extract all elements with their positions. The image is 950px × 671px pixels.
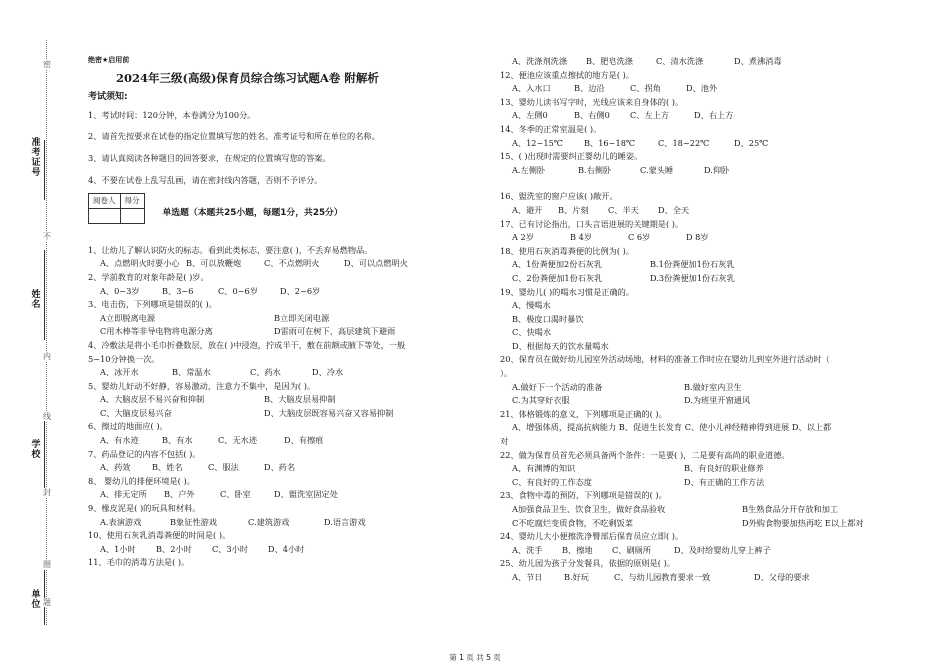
answer-option[interactable]: B、片刻 xyxy=(558,204,589,215)
answer-option[interactable]: D.3份粪便加1份石灰乳 xyxy=(650,272,735,283)
question-text: 18、使用石灰消毒粪便的比例为( )。 xyxy=(500,245,635,256)
answer-option[interactable]: C、与幼儿园教育要求一致 xyxy=(614,571,711,582)
answer-option[interactable]: D 8岁 xyxy=(686,232,709,243)
answer-option[interactable]: B、常温水 xyxy=(172,367,211,378)
score-cell[interactable] xyxy=(120,208,144,223)
option-row xyxy=(500,164,920,178)
answer-option[interactable]: D、2~6岁 xyxy=(280,285,321,296)
question-text: 21、体格锻炼的意义，下列哪项是正确的( )。 xyxy=(500,408,667,419)
answer-option[interactable]: A.左侧卧 xyxy=(512,164,546,175)
name-label: 姓名 xyxy=(31,290,41,310)
left-column xyxy=(88,54,483,570)
unit-label: 单位 xyxy=(31,590,41,610)
answer-option[interactable]: D雷雨可在树下、高层建筑下避雨 xyxy=(274,326,396,337)
confidential-mark: 绝密★启用前 xyxy=(88,56,130,64)
answer-option[interactable]: D、及时给婴幼儿穿上裤子 xyxy=(674,544,771,555)
question-text: 4、冷敷法是将小毛巾折叠数层，放在( )中浸泡，拧成半干，敷在前额或腋下等处，一般 xyxy=(88,339,406,350)
answer-option[interactable]: D、25℃ xyxy=(734,137,769,148)
answer-option[interactable]: B.1份粪便加1份石灰乳 xyxy=(650,259,735,270)
option-row xyxy=(88,434,483,448)
answer-option[interactable]: B象征性游戏 xyxy=(170,516,217,527)
answer-option[interactable]: B、擦地 xyxy=(562,544,593,555)
option-row xyxy=(88,407,483,421)
answer-option[interactable]: A、12~15℃ xyxy=(512,137,563,148)
option-row xyxy=(88,516,483,530)
answer-option[interactable]: D、盥洗室固定处 xyxy=(274,489,338,500)
answer-option[interactable]: A、0~3岁 xyxy=(100,285,140,296)
answer-option[interactable]: C、大脑皮层易兴奋 xyxy=(100,407,172,418)
answer-option[interactable]: C、无水迹 xyxy=(218,435,258,446)
grader-cell[interactable] xyxy=(89,208,121,223)
question-text: 20、保育员在做好幼儿园室外活动场地，材料的准备工作时应在婴幼儿到室外进行活动时（ xyxy=(500,354,830,365)
question-text: D、根据每天的饮水量喝水 xyxy=(512,340,609,351)
answer-option[interactable]: B立即关闭电源 xyxy=(274,312,330,323)
answer-option[interactable]: C.为其穿好衣服 xyxy=(512,395,570,406)
name-blank xyxy=(44,250,45,340)
grader-header: 阅卷人 xyxy=(89,194,121,209)
option-row xyxy=(500,544,920,558)
answer-option[interactable]: D、有擦痕 xyxy=(284,435,324,446)
question-text: 12、便池应该重点擦拭的地方是( )。 xyxy=(500,69,635,80)
answer-option[interactable]: B、肥皂洗涤 xyxy=(586,56,633,66)
question-text: 对 xyxy=(500,436,509,447)
answer-option[interactable]: D.仰卧 xyxy=(704,164,730,175)
answer-option[interactable]: A、洗手 xyxy=(512,544,543,555)
question-text: 6、擦过的地面应( )。 xyxy=(88,421,168,432)
answer-option[interactable]: D、有正确的工作方法 xyxy=(684,476,765,487)
answer-option[interactable]: A、点燃明火时要小心 xyxy=(100,258,180,269)
question-text: 22、做为保育员首先必须具备两个条件：一是要( )，二是要有高尚的职业道德。 xyxy=(500,449,790,460)
answer-option[interactable]: C、不点燃明火 xyxy=(264,258,320,269)
option-row xyxy=(500,394,920,408)
option-row xyxy=(500,462,920,476)
answer-option[interactable]: C、服法 xyxy=(208,462,239,473)
answer-option[interactable]: B、2小时 xyxy=(156,543,192,554)
score-table xyxy=(88,193,145,224)
seal-glyph: 题 xyxy=(43,598,51,607)
question-list-left xyxy=(88,244,483,570)
option-row xyxy=(500,272,920,286)
answer-option[interactable]: A加强食品卫生、饮食卫生，做好食品验收 xyxy=(512,504,666,514)
answer-option[interactable]: A.表演游戏 xyxy=(100,516,142,527)
answer-option[interactable]: C、18~22℃ xyxy=(658,137,710,148)
answer-option[interactable]: B.右侧卧 xyxy=(578,164,612,175)
spacer xyxy=(500,177,920,190)
answer-option[interactable]: A、节日 xyxy=(512,571,543,582)
school-label: 学校 xyxy=(31,440,41,460)
section-title: 单选题（本题共25小题，每题1分，共25分） xyxy=(162,208,343,219)
answer-option[interactable]: D、煮沸消毒 xyxy=(734,56,782,66)
question-text: 15、( )出现时需要纠正婴幼儿的睡姿。 xyxy=(500,151,643,162)
answer-option[interactable]: C、2份粪便加1份石灰乳 xyxy=(512,272,603,283)
option-row xyxy=(88,543,483,557)
answer-option[interactable]: B.做好室内卫生 xyxy=(684,381,742,392)
option-row xyxy=(88,257,483,271)
answer-option[interactable]: A 2岁 xyxy=(512,232,534,243)
answer-option[interactable]: B.好玩 xyxy=(564,571,589,582)
answer-option[interactable]: D、冷水 xyxy=(312,367,344,378)
question-text: 19、婴幼儿( )的喝水习惯是正确的。 xyxy=(500,286,635,297)
option-row xyxy=(500,517,920,531)
option-row xyxy=(500,109,920,123)
answer-option[interactable]: C、左上方 xyxy=(630,110,670,121)
question-text: 9、橡皮泥是( )的玩具和材料。 xyxy=(88,503,201,514)
answer-option[interactable]: B、姓名 xyxy=(152,462,183,473)
answer-option[interactable]: D外购食物要加热再吃 E以上都对 xyxy=(742,517,864,528)
answer-option[interactable]: C、3小时 xyxy=(212,543,249,554)
option-row xyxy=(88,285,483,299)
answer-option[interactable]: C 6岁 xyxy=(628,232,651,243)
answer-option[interactable]: A、有水迹 xyxy=(100,435,139,446)
notice-heading: 考试须知: xyxy=(88,92,128,103)
question-text: 13、婴幼儿读书写字时，光线应该来自身体的( )。 xyxy=(500,96,684,107)
answer-option[interactable]: A、排无定所 xyxy=(100,489,147,500)
page-footer: 第 1 页 共 5 页 xyxy=(449,653,501,662)
question-text: 25、幼儿园为孩子分发餐具，依据的原则是( )。 xyxy=(500,558,675,569)
option-row xyxy=(500,381,920,395)
answer-option[interactable]: D.语言游戏 xyxy=(324,516,366,527)
answer-option[interactable]: B、户外 xyxy=(164,489,195,500)
option-row xyxy=(88,366,483,380)
option-row xyxy=(88,325,483,339)
answer-option[interactable]: D、全天 xyxy=(658,204,690,215)
answer-option[interactable]: A、大脑皮层不易兴奋和抑制 xyxy=(100,394,205,405)
question-list-right xyxy=(500,55,920,585)
option-row xyxy=(500,258,920,272)
answer-option[interactable]: D、药名 xyxy=(264,462,296,473)
answer-option[interactable]: A立即脱离电源 xyxy=(100,312,156,323)
answer-option[interactable]: A、入水口 xyxy=(512,83,551,94)
question-text: A、慢喝水 xyxy=(512,300,551,311)
answer-option[interactable]: D、可以点燃明火 xyxy=(344,258,408,269)
question-text: B、极度口渴时暴饮 xyxy=(512,313,584,324)
answer-option[interactable]: C、清水洗涤 xyxy=(656,56,704,66)
option-row xyxy=(500,231,920,245)
option-row xyxy=(500,503,920,517)
answer-option[interactable]: C不吃腐烂变质食物，不吃剩饭菜 xyxy=(512,517,633,528)
question-text: 8、 婴幼儿的排便环境是( )。 xyxy=(88,475,195,486)
school-blank xyxy=(44,420,45,490)
question-text: 23、食物中毒的预防，下列哪项是错误的( )。 xyxy=(500,490,667,501)
answer-option[interactable]: D.为班里开窗通风 xyxy=(684,395,751,406)
option-row xyxy=(88,461,483,475)
option-row xyxy=(88,488,483,502)
question-text: 1、让幼儿了解认识防火的标志。看到此类标志，要注意( )，不丢弃易燃物品。 xyxy=(88,244,373,255)
option-row xyxy=(500,55,920,69)
binding-line xyxy=(46,40,47,625)
score-box xyxy=(88,193,483,224)
exam-number-blank xyxy=(44,140,45,200)
answer-option[interactable]: B、边沿 xyxy=(574,83,605,94)
answer-option[interactable]: C、拐角 xyxy=(630,83,661,94)
exam-number-label: 准考证号 xyxy=(31,138,41,178)
answer-option[interactable]: A、1份粪便加2份石灰乳 xyxy=(512,259,603,270)
answer-option[interactable]: C.建筑游戏 xyxy=(248,516,290,527)
question-text: 24、婴幼儿大小便擦洗净臀部后保育员应立即( )。 xyxy=(500,531,684,542)
answer-option[interactable]: A、有渊博的知识 xyxy=(512,463,576,474)
answer-option[interactable]: D、右上方 xyxy=(694,110,734,121)
notice-item: 2、请首先按要求在试卷的指定位置填写您的姓名、准考证号和所在单位的名称。 xyxy=(88,131,380,142)
notice-item: 3、请认真阅读各种题目的回答要求，在规定的位置填写您的答案。 xyxy=(88,152,331,163)
score-header: 得分 xyxy=(120,194,144,209)
option-row xyxy=(500,571,920,585)
option-row xyxy=(500,476,920,490)
answer-option[interactable]: B、大脑皮层易抑制 xyxy=(264,394,336,405)
answer-option[interactable]: D、大脑皮层既容易兴奋又容易抑制 xyxy=(264,407,394,418)
answer-option[interactable]: B、有水 xyxy=(162,435,193,446)
right-column xyxy=(500,55,920,585)
question-text: ）。 xyxy=(500,368,513,379)
answer-option[interactable]: B生熟食品分开存放和加工 xyxy=(742,504,839,514)
answer-option[interactable]: B、3~6 xyxy=(162,285,194,296)
question-text: 3、电击伤，下列哪项是错误的( )。 xyxy=(88,299,217,310)
answer-option[interactable]: B 4岁 xyxy=(570,232,593,243)
answer-option[interactable]: C、卧室 xyxy=(220,489,251,500)
option-row xyxy=(500,82,920,96)
question-text: A、增强体质，提高抗病能力 B、促进生长发育 C、使小儿神经精神得到进展 D、以上都 xyxy=(512,422,832,433)
answer-option[interactable]: C、0~6岁 xyxy=(218,285,258,296)
question-text: C、快喝水 xyxy=(512,327,552,338)
option-row xyxy=(88,393,483,407)
seal-glyph: 封 xyxy=(43,488,51,497)
option-row xyxy=(500,137,920,151)
option-row xyxy=(88,312,483,326)
answer-option[interactable]: C、药水 xyxy=(250,367,281,378)
answer-option[interactable]: B、16~18℃ xyxy=(584,137,636,148)
answer-option[interactable]: A、药效 xyxy=(100,462,131,473)
question-text: 5~10分钟换一次。 xyxy=(88,353,160,364)
answer-option[interactable]: A、冰开水 xyxy=(100,367,139,378)
seal-glyph: 内 xyxy=(43,352,51,361)
answer-option[interactable]: D、4小时 xyxy=(268,543,305,554)
answer-option[interactable]: C、半天 xyxy=(608,204,639,215)
seal-glyph: 密 xyxy=(43,60,51,69)
answer-option[interactable]: B、可以放鞭炮 xyxy=(186,258,242,269)
question-text: 2、学前教育的对象年龄是( )岁。 xyxy=(88,271,209,282)
question-text: 14、冬季的正常室温是( )。 xyxy=(500,123,602,134)
answer-option[interactable]: C.蒙头睡 xyxy=(640,164,674,175)
answer-option[interactable]: A.做好下一个活动的准备 xyxy=(512,381,603,392)
answer-option[interactable]: A、1小时 xyxy=(100,543,136,554)
exam-title: 2024年三级(高级)保育员综合练习试题A卷 附解析 xyxy=(116,70,379,85)
question-text: 16、盥洗室的窗户应该( )敞开。 xyxy=(500,191,618,202)
answer-option[interactable]: A、避开 xyxy=(512,204,543,215)
answer-option[interactable]: C用木棒等非导电物将电源分离 xyxy=(100,326,213,337)
seal-glyph: 圈 xyxy=(43,560,51,569)
answer-option[interactable]: D、池外 xyxy=(686,83,718,94)
answer-option[interactable]: A、左侧0 xyxy=(512,110,548,121)
seal-glyph: 不 xyxy=(43,232,51,241)
answer-option[interactable]: D、父母的要求 xyxy=(754,571,810,582)
notice-item: 1、考试时间：120分钟，本卷满分为100分。 xyxy=(88,109,256,120)
answer-option[interactable]: C、刷厕所 xyxy=(612,544,652,555)
question-text: 7、药品登记的内容不包括( )。 xyxy=(88,448,201,459)
seal-glyph: 线 xyxy=(43,412,51,421)
question-text: 5、婴幼儿好动不好静，容易激动，注意力不集中，是因为( )。 xyxy=(88,380,316,391)
question-text: 11、毛巾的消毒方法是( )。 xyxy=(88,557,190,568)
question-text: 10、使用石灰乳消毒粪便的时间是( )。 xyxy=(88,530,231,541)
answer-option[interactable]: B、右侧0 xyxy=(574,110,610,121)
answer-option[interactable]: B、有良好的职业修养 xyxy=(684,463,764,474)
option-row xyxy=(500,204,920,218)
answer-option[interactable]: A、洗涤剂洗涤 xyxy=(512,56,568,66)
question-text: 17、已有讨论指出，口头言语进展的关键期是( )。 xyxy=(500,218,684,229)
answer-option[interactable]: C、有良好的工作态度 xyxy=(512,476,592,487)
notice-item: 4、不要在试卷上乱写乱画，请在密封线内答题，否则不予评分。 xyxy=(88,174,323,185)
